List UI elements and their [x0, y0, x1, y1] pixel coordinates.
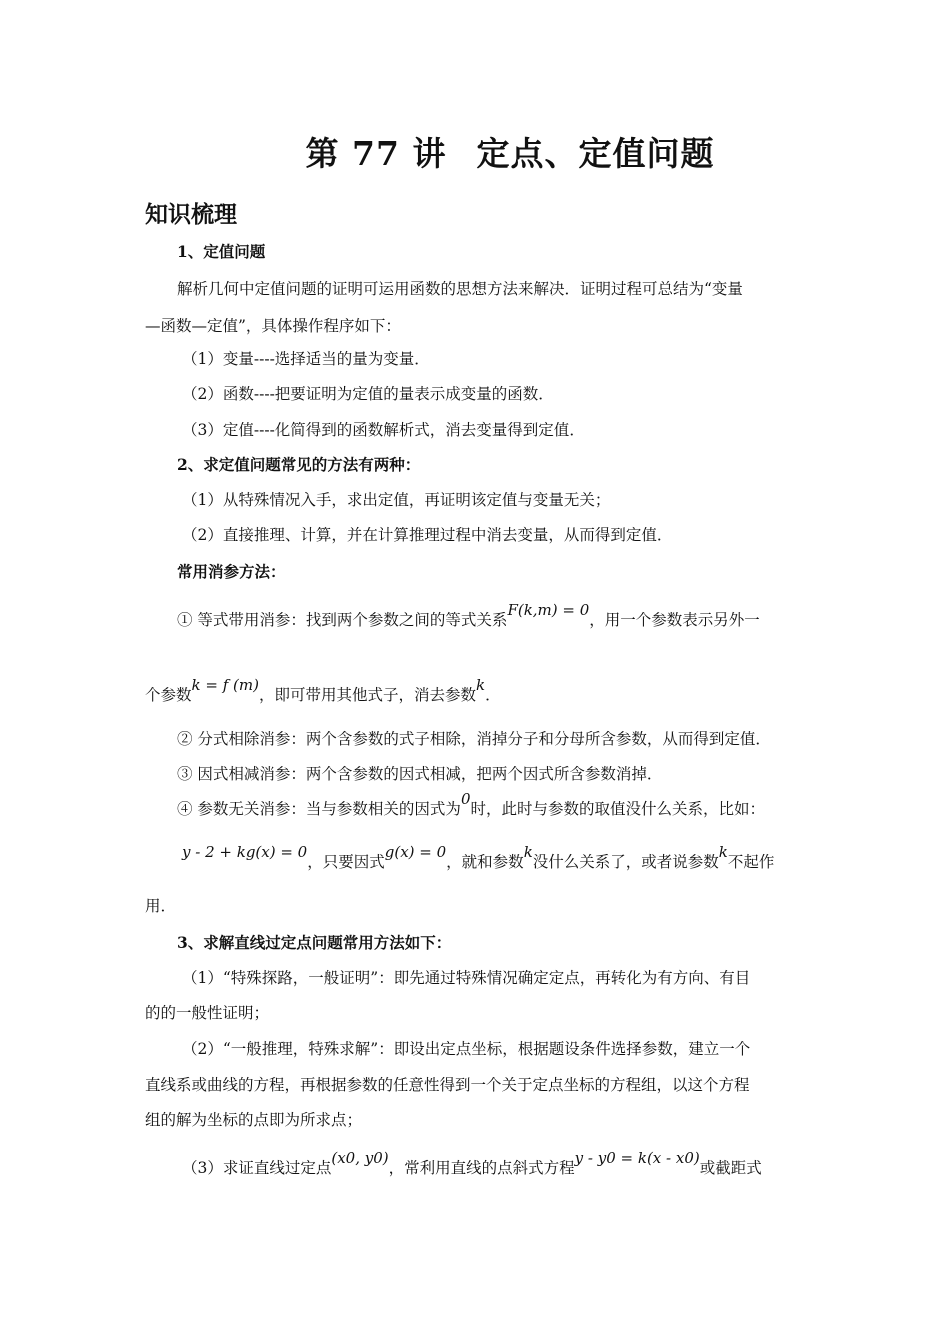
math-expression: F(k,m) = 0 [507, 601, 590, 619]
math-point: (x0, y0) [331, 1149, 389, 1167]
elimination-item-4 [177, 790, 765, 819]
math-expression: k = f (m) [191, 676, 259, 694]
subheading-fixed-point: 3、求解直线过定点问题常用方法如下： [177, 933, 452, 952]
subheading-methods: 2、求定值问题常见的方法有两种： [177, 455, 421, 474]
math-symbol: k [475, 676, 486, 694]
paragraph-line: 解析几何中定值问题的证明可运用函数的思想方法来解决．证明过程可总结为“变量 [177, 280, 743, 298]
text-run: 没什么关系了，或者说参数 [532, 853, 719, 871]
fixed-point-method-1: （1）“特殊探路，一般证明”：即先通过特殊情况确定定点，再转化为有方向、有目 [182, 969, 751, 987]
elimination-item-1-cont [145, 676, 501, 705]
page-title [0, 128, 950, 175]
text-run: ，只要因式 [307, 853, 385, 871]
subheading-elimination: 常用消参方法： [177, 562, 286, 581]
text-run: 时，此时与参数的取值没什么关系，比如： [470, 800, 765, 818]
text-run: （3）求证直线过定点 [182, 1159, 332, 1177]
fixed-point-method-2: （2）“一般推理，特殊求解”：即设出定点坐标，根据题设条件选择参数，建立一个 [182, 1040, 751, 1058]
elimination-item-4-end: 用． [145, 897, 177, 915]
text-run: 个参数 [145, 686, 192, 704]
elimination-item-2: ② 分式相除消参：两个含参数的式子相除，消掉分子和分母所含参数，从而得到定值． [177, 730, 771, 748]
text-run: ，用一个参数表示另外一 [589, 611, 760, 629]
math-equation: y - y0 = k(x - x0) [574, 1149, 700, 1167]
math-symbol: k [718, 843, 728, 861]
math-symbol: k [523, 843, 533, 861]
math-expression: y - 2 + kg(x) = 0 [182, 843, 308, 861]
text-run: ，就和参数 [446, 853, 524, 871]
title-topic: 定点、定值问题 [476, 134, 715, 173]
step-item: （1）变量----选择适当的量为变量． [182, 350, 430, 368]
elimination-item-3: ③ 因式相减消参：两个含参数的因式相减，把两个因式所含参数消掉． [177, 765, 663, 783]
text-run: ，即可带用其他式子，消去参数 [258, 686, 476, 704]
method-item: （2）直接推理、计算，并在计算推理过程中消去变量，从而得到定值． [182, 526, 673, 544]
math-expression: g(x) = 0 [384, 843, 447, 861]
elimination-item-4-cont [182, 843, 775, 872]
subheading-fixed-value: 1、定值问题 [177, 242, 266, 261]
text-run: ① 等式带用消参：找到两个参数之间的等式关系 [177, 611, 508, 629]
step-item: （2）函数----把要证明为定值的量表示成变量的函数． [182, 385, 554, 403]
paragraph-line: —函数—定值”，具体操作程序如下： [145, 317, 401, 335]
title-lecture-number: 第 77 讲 [305, 134, 447, 173]
section-heading: 知识梳理 [145, 201, 237, 228]
elimination-item-1 [177, 601, 760, 630]
fixed-point-method-2-cont: 组的解为坐标的点即为所求点； [145, 1111, 363, 1129]
fixed-point-method-3 [182, 1149, 762, 1178]
method-item: （1）从特殊情况入手，求出定值，再证明该定值与变量无关； [182, 491, 611, 509]
fixed-point-method-2-cont: 直线系或曲线的方程，再根据参数的任意性得到一个关于定点坐标的方程组，以这个方程 [145, 1076, 750, 1094]
text-run: ，常利用直线的点斜式方程 [388, 1159, 575, 1177]
math-symbol: 0 [460, 790, 471, 808]
text-run: ． [485, 686, 501, 704]
step-item: （3）定值----化简得到的函数解析式，消去变量得到定值． [182, 421, 585, 439]
fixed-point-method-1-cont: 的的一般性证明； [145, 1004, 270, 1022]
text-run: 不起作 [727, 853, 775, 871]
text-run: 或截距式 [699, 1159, 762, 1177]
text-run: ④ 参数无关消参：当与参数相关的因式为 [177, 800, 461, 818]
